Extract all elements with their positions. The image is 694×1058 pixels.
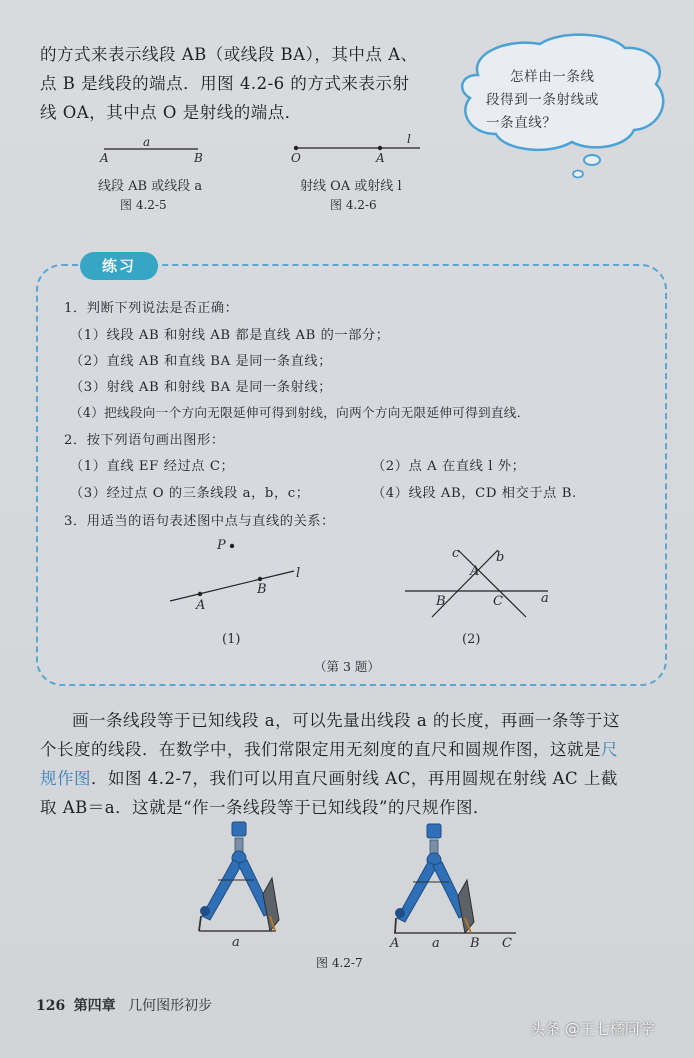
fig425-label-a: a — [143, 135, 151, 149]
fig2-label-a: a — [541, 591, 549, 606]
question-2-item-3: （3）经过点 O 的三条线段 a，b，c； — [70, 486, 310, 501]
fig1-label-A: A — [196, 598, 206, 613]
fig425-label-B: B — [194, 151, 203, 165]
fig426-number: 图 4.2-6 — [330, 198, 377, 212]
question-1-item-1: （1）线段 AB 和射线 AB 都是直线 AB 的一部分； — [70, 328, 390, 343]
fig1-label-l: l — [296, 566, 301, 581]
chapter-title: 几何图形初步 — [128, 998, 213, 1014]
fig426-label-O: O — [291, 151, 301, 165]
fig2-label-A: A — [470, 564, 480, 579]
intro-line-3: 线 OA，其中点 O 是射线的端点． — [40, 103, 302, 122]
fig1-number: (1) — [222, 632, 241, 647]
fig2-label-b: b — [496, 550, 505, 565]
body-line-1: 画一条线段等于已知线段 a，可以先量出线段 a 的长度，再画一条等于这 — [72, 711, 620, 730]
bubble-line-1: 怎样由一条线 — [510, 69, 595, 85]
question-1-item-4: （4）把线段向一个方向无限延伸可得到射线，向两个方向无限延伸可得到直线． — [70, 405, 530, 420]
fig426-label-l: l — [407, 132, 411, 146]
left-compass — [199, 822, 279, 931]
intro-line-2: 点 B 是线段的端点．用图 4.2-6 的方式来表示射 — [40, 74, 410, 93]
exercise-tag: 练习 — [80, 252, 158, 280]
bubble-line-3: 一条直线？ — [486, 115, 557, 131]
fig426-label-A: A — [376, 151, 385, 165]
fig425-caption: 线段 AB 或线段 a — [98, 179, 203, 194]
question-1-item-2: （2）直线 AB 和直线 BA 是同一条直线； — [70, 354, 333, 369]
term-compass-ruler-2: 规作图 — [40, 769, 91, 788]
question-2-item-4: （4）线段 AB，CD 相交于点 B. — [372, 486, 577, 501]
bubble-line-2: 段得到一条射线或 — [486, 92, 599, 108]
question-2: 2．按下列语句画出图形： — [64, 433, 225, 448]
fig2-label-c: c — [452, 546, 460, 561]
fig425-number: 图 4.2-5 — [120, 198, 167, 212]
fig426-caption: 射线 OA 或射线 l — [300, 179, 402, 194]
page-footer — [36, 995, 212, 1015]
question-1: 1．判断下列说法是否正确： — [64, 301, 239, 316]
question-3-caption: （第 3 题） — [314, 659, 380, 674]
fig427-label-C: C — [502, 936, 512, 951]
fig2-label-C: C — [493, 594, 503, 609]
intro-line-1: 的方式来表示线段 AB（或线段 BA），其中点 A、 — [40, 45, 418, 64]
fig427-number: 图 4.2-7 — [316, 956, 363, 970]
right-compass — [394, 824, 516, 933]
fig427-label-B: B — [470, 936, 480, 951]
fig1-label-P: P — [217, 538, 226, 553]
body-line-3-text: ．如图 4.2-7，我们可以用直尺画射线 AC，再用圆规在射线 AC 上截 — [91, 769, 618, 788]
question-1-item-3: （3）射线 AB 和射线 BA 是同一条射线； — [70, 380, 333, 395]
question-2-item-1: （1）直线 EF 经过点 C； — [70, 459, 235, 474]
question-2-item-2: （2）点 A 在直线 l 外； — [372, 459, 526, 474]
page-number: 126 — [36, 998, 66, 1014]
fig2-number: (2) — [462, 632, 481, 647]
fig425-label-A: A — [100, 151, 109, 165]
chapter-label: 第四章 — [73, 998, 116, 1014]
body-line-4: 取 AB＝a．这就是“作一条线段等于已知线段”的尺规作图． — [40, 798, 490, 817]
body-line-2-text: 个长度的线段．在数学中，我们常限定用无刻度的直尺和圆规作图，这就是 — [40, 740, 601, 759]
watermark: 头条 @王七橘同学 — [530, 1020, 655, 1038]
fig1-label-B: B — [257, 582, 267, 597]
fig427-label-a-left: a — [232, 935, 240, 950]
fig427-label-a-right: a — [432, 936, 440, 951]
question-3: 3．用适当的语句表述图中点与直线的关系： — [64, 514, 335, 529]
fig2-label-B: B — [436, 594, 446, 609]
fig427-label-A: A — [390, 936, 400, 951]
term-compass-ruler-1: 尺 — [601, 740, 618, 759]
